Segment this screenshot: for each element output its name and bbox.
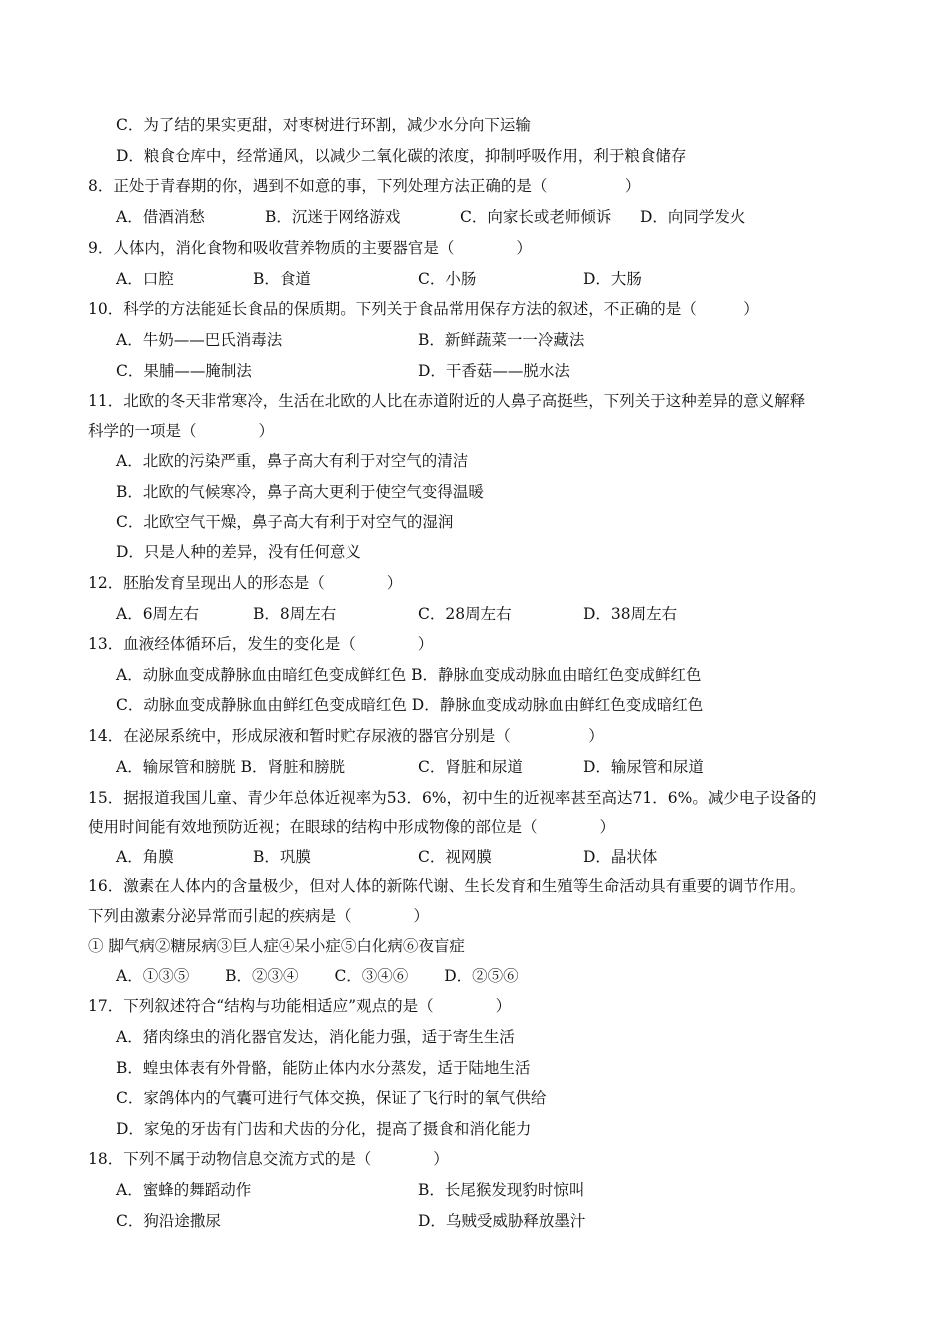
q13-stem: 13．血液经体循环后，发生的变化是（ ） — [88, 635, 434, 653]
q17-option-c: C．家鸽体内的气囊可进行气体交换，保证了飞行时的氧气供给 — [116, 1089, 547, 1107]
q9-option-a: A．口腔 — [116, 270, 174, 288]
q18-option-a: A．蜜蜂的舞蹈动作 — [116, 1181, 252, 1199]
q17-stem: 17．下列叙述符合“结构与功能相适应”观点的是（ ） — [88, 997, 512, 1015]
q17-option-a: A．猪肉绦虫的消化器官发达，消化能力强，适于寄生生活 — [116, 1028, 515, 1046]
q9-option-d: D．大肠 — [583, 270, 642, 288]
q18-option-b: B．长尾猴发现豹时惊叫 — [418, 1181, 585, 1199]
q14-option-c: C．肾脏和尿道 — [418, 758, 523, 776]
q10-option-b: B．新鲜蔬菜一一冷藏法 — [418, 331, 585, 349]
q8-option-b: B．沉迷于网络游戏 — [265, 208, 401, 226]
q12-option-c: C．28周左右 — [418, 605, 512, 623]
q15-option-a: A．角膜 — [116, 848, 174, 866]
q8-stem: 8．正处于青春期的你，遇到不如意的事，下列处理方法正确的是（ ） — [88, 177, 641, 195]
q15-stem: 15．据报道我国儿童、青少年总体近视率为53．6%，初中生的近视率甚至高达71．6%。减少电子设备的 — [88, 789, 817, 807]
q16-disease-list: ① 脚气病②糖尿病③巨人症④呆小症⑤白化病⑥夜盲症 — [88, 937, 465, 955]
q17-option-d: D．家兔的牙齿有门齿和犬齿的分化，提高了摄食和消化能力 — [116, 1120, 532, 1138]
q10-option-c: C．果脯——腌制法 — [116, 362, 252, 380]
q11-option-a: A．北欧的污染严重，鼻子高大有利于对空气的清洁 — [116, 452, 469, 470]
q9-stem: 9．人体内，消化食物和吸收营养物质的主要器官是（ ） — [88, 239, 532, 257]
q11-option-b: B．北欧的气候寒冷，鼻子高大更利于使空气变得温暖 — [116, 483, 484, 501]
q11-stem-cont: 科学的一项是（ ） — [88, 422, 275, 440]
q11-option-d: D．只是人种的差异，没有任何意义 — [116, 543, 361, 561]
q17-option-b: B．蝗虫体表有外骨骼，能防止体内水分蒸发，适于陆地生活 — [116, 1059, 531, 1077]
q15-option-b: B．巩膜 — [253, 848, 311, 866]
q15-option-c: C．视网膜 — [418, 848, 492, 866]
q10-option-a: A．牛奶——巴氏消毒法 — [116, 331, 283, 349]
q16-options: A．①③⑤ B．②③④ C．③④⑥ D．②⑤⑥ — [116, 967, 519, 985]
q14-stem: 14．在泌尿系统中，形成尿液和暂时贮存尿液的器官分别是（ ） — [88, 727, 604, 745]
q11-stem: 11．北欧的冬天非常寒冷，生活在北欧的人比在赤道附近的人鼻子高挺些，下列关于这种差异的意义解释 — [88, 392, 806, 410]
q8-option-d: D．向同学发火 — [640, 208, 746, 226]
q12-stem: 12．胚胎发育呈现出人的形态是（ ） — [88, 574, 403, 592]
q7-option-d: D．粮食仓库中，经常通风，以减少二氧化碳的浓度，抑制呼吸作用，利于粮食储存 — [116, 147, 687, 165]
q9-option-c: C．小肠 — [418, 270, 477, 288]
q12-option-a: A．6周左右 — [116, 605, 200, 623]
q9-option-b: B．食道 — [253, 270, 311, 288]
q18-stem: 18．下列不属于动物信息交流方式的是（ ） — [88, 1150, 449, 1168]
q11-option-c: C．北欧空气干燥，鼻子高大有利于对空气的湿润 — [116, 513, 454, 531]
q8-option-a: A．借酒消愁 — [116, 208, 205, 226]
q12-option-b: B．8周左右 — [253, 605, 337, 623]
q13-options-cd: C．动脉血变成静脉血由鲜红色变成暗红色 D．静脉血变成动脉血由鲜红色变成暗红色 — [116, 696, 704, 714]
q15-option-d: D．晶状体 — [583, 848, 658, 866]
q16-stem-cont: 下列由激素分泌异常而引起的疾病是（ ） — [88, 907, 430, 925]
q16-stem: 16．激素在人体内的含量极少，但对人体的新陈代谢、生长发育和生殖等生命活动具有重要的调节作用。 — [88, 877, 806, 895]
q15-stem-cont: 使用时间能有效地预防近视；在眼球的结构中形成物像的部位是（ ） — [88, 818, 616, 836]
q13-options-ab: A．动脉血变成静脉血由暗红色变成鲜红色 B．静脉血变成动脉血由暗红色变成鲜红色 — [116, 666, 702, 684]
q14-option-d: D．输尿管和尿道 — [583, 758, 704, 776]
q8-option-c: C．向家长或老师倾诉 — [460, 208, 612, 226]
q18-option-c: C．狗沿途撒尿 — [116, 1212, 221, 1230]
q7-option-c: C．为了结的果实更甜，对枣树进行环割，减少水分向下运输 — [116, 116, 531, 134]
q14-options-ab: A．输尿管和膀胱 B．肾脏和膀胱 — [116, 758, 346, 776]
q10-stem: 10．科学的方法能延长食品的保质期。下列关于食品常用保存方法的叙述，不正确的是（ ） — [88, 300, 759, 318]
q10-option-d: D．干香菇——脱水法 — [418, 362, 570, 380]
q18-option-d: D．乌贼受威胁释放墨汁 — [418, 1212, 586, 1230]
q12-option-d: D．38周左右 — [583, 605, 678, 623]
